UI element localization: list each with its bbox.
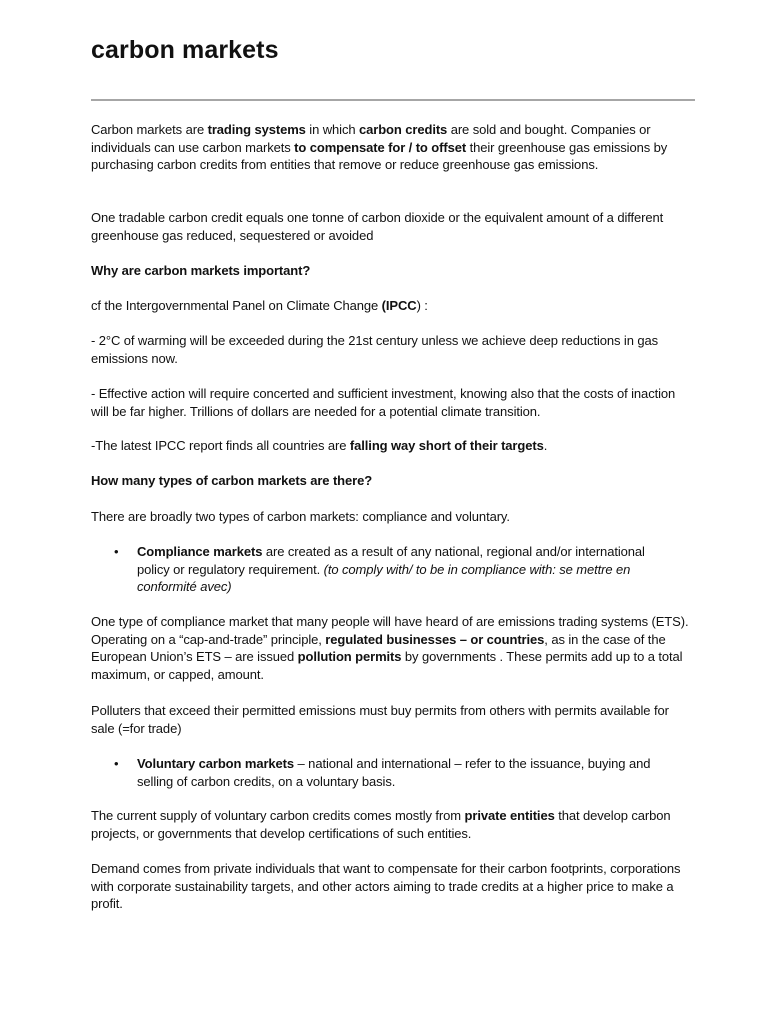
bold-term: trading systems	[207, 122, 306, 137]
text-span: .	[543, 438, 548, 453]
text-span: are sold and bought. Companies or individuals can use carbon markets	[91, 122, 651, 155]
ets-paragraph	[91, 613, 695, 683]
text-span: – national and international – refer to the issuance, buying and selling of carbon credits, on a voluntary basis.	[137, 756, 651, 789]
bold-term: private entities	[464, 808, 555, 823]
text-span: cf the Intergovernmental Panel on Climate Change	[91, 298, 382, 313]
bold-term: to compensate for / to offset	[294, 139, 467, 155]
text-span: Carbon markets are	[91, 122, 208, 137]
bullet-marker: •	[114, 756, 119, 771]
intro-paragraph	[91, 121, 695, 174]
text-span: One type of compliance market that many people will have heard of are emissions trading systems (ETS). Operating on a “cap-and-trade” principle,	[91, 614, 689, 647]
heading-text: Why are carbon markets important?	[91, 263, 311, 278]
bold-term: regulated businesses – or countries	[325, 631, 545, 647]
section-heading-types	[91, 472, 695, 490]
bold-term: (IPCC	[381, 298, 417, 313]
bold-term: falling way short of their targets	[349, 438, 544, 453]
text-span: in which	[305, 122, 359, 137]
bullet-voluntary-markets	[114, 755, 677, 790]
text-span: by governments . These permits add up to a total maximum, or capped, amount.	[91, 649, 683, 682]
bold-term: Voluntary carbon markets	[137, 756, 295, 771]
ipcc-reference-paragraph	[91, 297, 695, 315]
text-span: that develop carbon projects, or governments that develop certifications of such entities.	[91, 808, 671, 841]
text-span: ) :	[416, 298, 428, 313]
supply-paragraph	[91, 807, 695, 842]
investment-point-paragraph: - Effective action will require concerted and sufficient investment, knowing also that the costs of inaction will be far higher. Trillions of dollars are needed for a potential climate transition.	[91, 386, 676, 419]
text-span: , as in the case of the European Union’s ETS – are issued	[91, 631, 666, 665]
bold-term: Compliance markets	[137, 544, 263, 559]
bold-term: pollution permits	[297, 649, 402, 665]
bullet-marker: •	[114, 544, 119, 559]
credit-definition-paragraph: One tradable carbon credit equals one tonne of carbon dioxide or the equivalent amount of a different greenhouse gas reduced, sequestered or avoided	[91, 210, 664, 243]
text-span: The current supply of voluntary carbon credits comes mostly from	[91, 808, 465, 823]
text-span: their greenhouse gas emissions by purchasing carbon credits from entities that remove or reduce greenhouse gas emissions.	[91, 139, 668, 173]
heading-text: How many types of carbon markets are there?	[91, 473, 373, 488]
title-divider	[91, 99, 695, 101]
polluters-paragraph: Polluters that exceed their permitted emissions must buy permits from others with permits available for sale (=for trade)	[91, 703, 669, 736]
italic-note: (to comply with/ to be in compliance with: se mettre en conformité avec)	[137, 561, 631, 595]
types-overview-paragraph: There are broadly two types of carbon markets: compliance and voluntary.	[91, 509, 510, 524]
text-span: are created as a result of any national, regional and/or international policy or regulatory requirement.	[137, 544, 645, 577]
document-title: carbon markets	[91, 36, 279, 64]
section-heading-importance	[91, 262, 695, 280]
text-span: -The latest IPCC report finds all countries are	[91, 438, 350, 453]
warming-point-paragraph: - 2°C of warming will be exceeded during the 21st century unless we achieve deep reductions in gas emissions now.	[91, 333, 658, 366]
ipcc-report-paragraph	[91, 437, 695, 455]
bold-term: carbon credits	[359, 122, 448, 137]
bullet-compliance-markets	[114, 543, 677, 596]
demand-paragraph: Demand comes from private individuals that want to compensate for their carbon footprints, corporations with corporate sustainability targets, and other actors aiming to trade credits at a higher price to make a profit.	[91, 861, 681, 912]
